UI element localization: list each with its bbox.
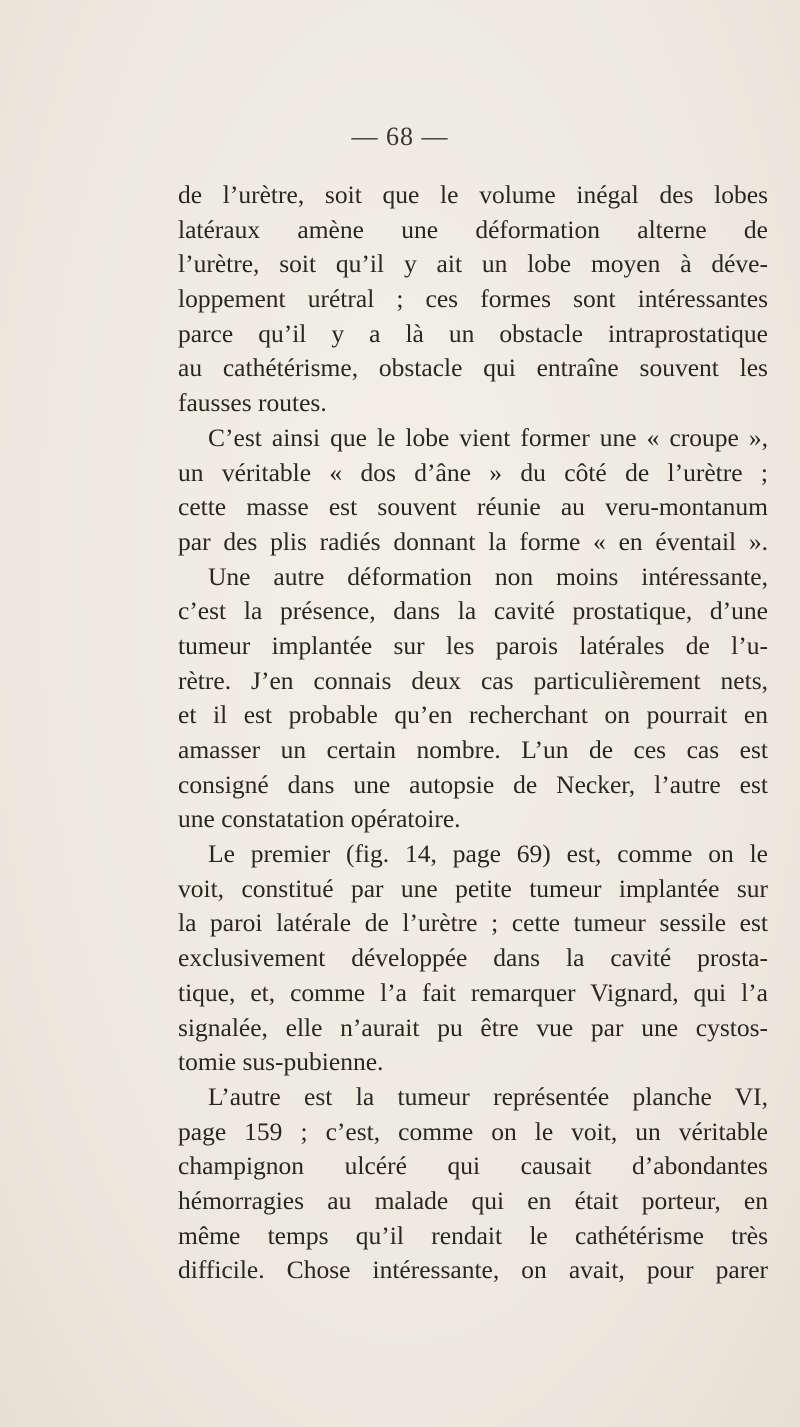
text-line: un véritable « dos d’âne » du côté de l’urètre ; [178,457,768,487]
text-line: hémorragies au malade qui en était porteur, en [178,1185,768,1215]
page-number: — 68 — [351,122,449,151]
text-line: la paroi latérale de l’urètre ; cette tumeur sessile est [178,908,768,938]
text-line: parce qu’il y a là un obstacle intraprostatique [178,318,768,348]
text-line: C’est ainsi que le lobe vient former une « croupe », [208,422,768,452]
text-line: l’urètre, soit qu’il y ait un lobe moyen à déve- [178,249,768,279]
text-line: Une autre déformation non moins intéressante, [208,561,768,591]
text-line: page 159 ; c’est, comme on le voit, un véritable [178,1116,768,1146]
text-line: c’est la présence, dans la cavité prostatique, d’une [178,596,768,626]
text-line: tumeur implantée sur les parois latérales de l’u- [178,630,768,660]
text-line: Le premier (fig. 14, page 69) est, comme on le [208,839,768,869]
text-line: et il est probable qu’en recherchant on pourrait en [178,700,768,730]
text-line: cette masse est souvent réunie au veru-montanum [178,492,768,522]
text-line: latéraux amène une déformation alterne de [178,214,768,244]
text-line: par des plis radiés donnant la forme « en éventail ». [178,526,768,556]
text-line: tomie sus-pubienne. [178,1047,384,1077]
text-line: une constatation opératoire. [178,804,461,834]
text-line: loppement urétral ; ces formes sont intéressantes [178,284,768,314]
text-line: même temps qu’il rendait le cathétérisme très [178,1220,768,1250]
body-text [178,178,768,1288]
text-line: difficile. Chose intéressante, on avait, pour parer [178,1255,768,1285]
text-line: L’autre est la tumeur représentée planche VI, [208,1081,768,1111]
text-line: fausses routes. [178,388,327,418]
text-line: voit, constitué par une petite tumeur implantée sur [178,873,768,903]
text-line: au cathétérisme, obstacle qui entraîne souvent les [178,353,768,383]
text-line: amasser un certain nombre. L’un de ces cas est [178,735,768,764]
text-line: tique, et, comme l’a fait remarquer Vignard, qui l’a [178,977,768,1007]
text-line: de l’urètre, soit que le volume inégal des lobes [178,180,768,209]
text-line: rètre. J’en connais deux cas particulièrement nets, [178,665,768,695]
text-line: consigné dans une autopsie de Necker, l’autre est [178,769,768,799]
text-line: signalée, elle n’aurait pu être vue par une cystos- [178,1012,768,1042]
text-line: exclusivement développée dans la cavité prosta- [178,943,768,973]
text-line: champignon ulcéré qui causait d’abondantes [178,1151,768,1181]
